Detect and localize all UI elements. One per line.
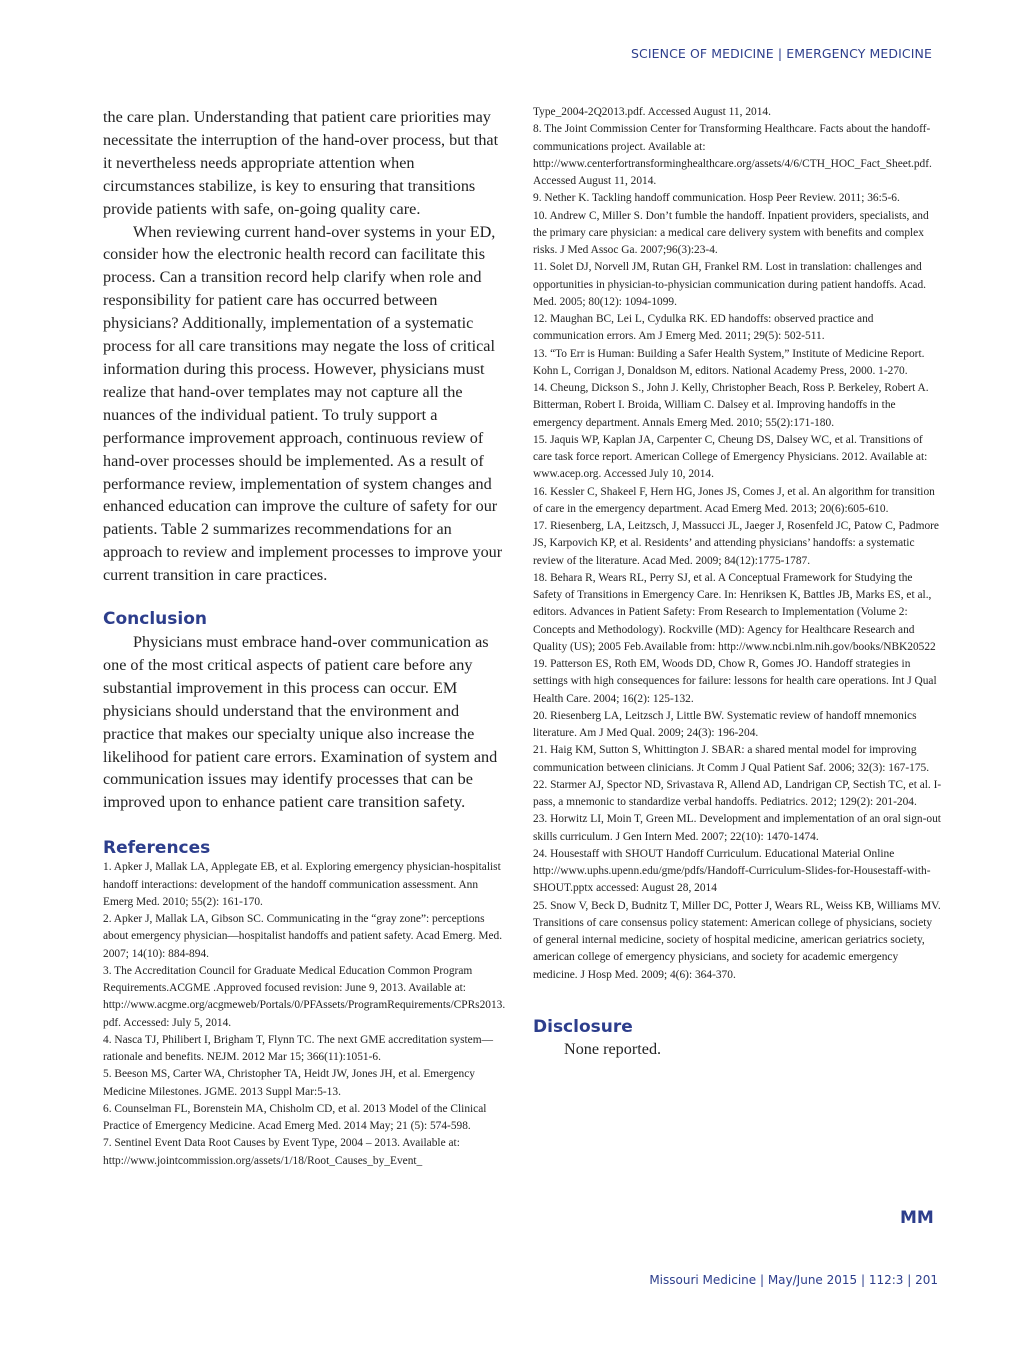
disclosure-heading: Disclosure xyxy=(533,1016,633,1037)
references-heading: References xyxy=(103,838,211,859)
conclusion-paragraph: Physicians must embrace hand-over communication as one of the most critical aspects of patient care before any substantial improvement in this process can occur. EM physicians should understand that the environment and practice that makes our specialty unique also increase the likelihood for patient care errors. Examination of system and communication issues may identify processes that can be improved upon to enhance patient care transition safety. xyxy=(103,633,498,812)
reference-item: 14. Cheung, Dickson S., John J. Kelly, Christopher Beach, Ross P. Berkeley, Robert A. Bitterman, Robert I. Broida, William C. Dalsey et al. Improving handoffs in the emergency department. Annals Emerg Med. 2010; 55(2):171-180. xyxy=(533,382,929,429)
reference-item: 17. Riesenberg, LA, Leitzsch, J, Massucci JL, Jaeger J, Rosenfeld JC, Patow C, Padmore JS, Karpovich KP, et al. Residents’ and attending physicians’ handoffs: a systematic review of the literature. Acad Med. 2009; 84(12):1775-1787. xyxy=(533,520,939,567)
reference-item: 9. Nether K. Tackling handoff communication. Hosp Peer Review. 2011; 36:5-6. xyxy=(533,192,900,205)
reference-item: Type_2004-2Q2013.pdf. Accessed August 11, 2014. xyxy=(533,106,771,118)
journal-mark: MM xyxy=(900,1208,934,1228)
reference-item: 8. The Joint Commission Center for Transforming Healthcare. Facts about the handoff-communications project. Available at: http://www.centerfortransforminghealthcare.org/assets/4/6/CTH_HOC_Fact_Sheet.pdf. Accessed August 11, 2014. xyxy=(533,123,932,187)
reference-item: 10. Andrew C, Miller S. Don’t fumble the handoff. Inpatient providers, specialists, and the primary care physician: a medical care delivery system with benefits and complex risks. J Med Assoc Ga. 2007;96(3):23-4. xyxy=(533,209,929,256)
reference-item: 19. Patterson ES, Roth EM, Woods DD, Chow R, Gomes JO. Handoff strategies in settings with high consequences for failure: lessons for health care operations. Int J Qual Health Care. 2004; 16(2): 125-132. xyxy=(533,658,937,705)
left-column xyxy=(103,106,509,1170)
reference-item: 25. Snow V, Beck D, Budnitz T, Miller DC, Potter J, Wears RL, Weiss KB, Williams MV. Transitions of care consensus policy statement: American college of physicians, society of general internal medicine, society of hospital medicine, american geriatrics society, american college of emergency physicians, and society for academic emergency medicine. J Hosp Med. 2009; 4(6): 364-370. xyxy=(533,899,941,981)
body-paragraph: When reviewing current hand-over systems in your ED, consider how the electronic health record can facilitate this process. Can a transition record help clarify when role and responsibility for patient care has occurred between physicians? Additionally, implementation of a systematic process for all care transitions may negate the loss of critical information during this process. However, physicians must realize that hand-over templates may not capture all the nuances of the individual patient. To truly support a performance improvement approach, continuous review of hand-over processes should be implemented. As a result of performance review, implementation of system changes and enhanced education can improve the culture of safety for our patients. Table 2 summarizes recommendations for an approach to review and implement processes to improve your current transition in care practices. xyxy=(103,222,503,585)
reference-item: 5. Beeson MS, Carter WA, Christopher TA, Heidt JW, Jones JH, et al. Emergency Medicine Milestones. JGME. 2013 Suppl Mar:5-13. xyxy=(103,1068,475,1098)
running-header: SCIENCE OF MEDICINE | EMERGENCY MEDICINE xyxy=(631,46,932,61)
right-column xyxy=(533,104,943,1060)
reference-item: 7. Sentinel Event Data Root Causes by Event Type, 2004 – 2013. Available at: http://www.jointcommission.org/assets/1/18/Root_Causes_by_Event_ xyxy=(103,1137,460,1167)
reference-item: 13. “To Err is Human: Building a Safer Health System,” Institute of Medicine Report. Kohn L, Corrigan J, Donaldson M, editors. National Academy Press, 2000. 1-270. xyxy=(533,347,925,377)
reference-item: 24. Housestaff with SHOUT Handoff Curriculum. Educational Material Online http://www.uphs.upenn.edu/gme/pdfs/Handoff-Curriculum-Slides-for-Housestaff-with-SHOUT.pptx accessed: August 28, 2014 xyxy=(533,847,931,895)
reference-item: 23. Horwitz LI, Moin T, Green ML. Development and implementation of an oral sign-out skills curriculum. J Gen Intern Med. 2007; 22(10): 1470-1474. xyxy=(533,813,941,843)
references-list-left xyxy=(103,859,509,1170)
body-paragraph: the care plan. Understanding that patient care priorities may necessitate the interruption of the hand-over process, but that it nevertheless needs appropriate attention when circumstances stabilize, is key to ensuring that transitions provide patients with safe, on-going quality care. xyxy=(103,108,499,218)
reference-item: 4. Nasca TJ, Philibert I, Brigham T, Flynn TC. The next GME accreditation system—rationale and benefits. NEJM. 2012 Mar 15; 366(11):1051-6. xyxy=(103,1033,493,1064)
page-footer: Missouri Medicine | May/June 2015 | 112:3 | 201 xyxy=(649,1273,938,1287)
reference-item: 15. Jaquis WP, Kaplan JA, Carpenter C, Cheung DS, Dalsey WC, et al. Transitions of care task force report. American College of Emergency Physicians. 2012. Available at: www.acep.org. Accessed July 10, 2014. xyxy=(533,433,928,481)
reference-item: 2. Apker J, Mallak LA, Gibson SC. Communicating in the “gray zone”: perceptions about emergency physician—hospitalist handoffs and patient safety. Acad Emerg. Med. 2007; 14(10): 884-894. xyxy=(103,913,503,960)
reference-item: 12. Maughan BC, Lei L, Cydulka RK. ED handoffs: observed practice and communication errors. Am J Emerg Med. 2011; 29(5): 502-511. xyxy=(533,313,874,343)
reference-item: 3. The Accreditation Council for Graduate Medical Education Common Program Requirements.ACGME .Approved focused revision: June 9, 2013. Available at: http://www.acgme.org/acgmeweb/Portals/0/PFAssets/ProgramRequirements/CPRs2013.pdf. Accessed: July 5, 2014. xyxy=(103,964,506,1029)
reference-item: 16. Kessler C, Shakeel F, Hern HG, Jones JS, Comes J, et al. An algorithm for transition of care in the emergency department. Acad Emerg Med. 2013; 20(6):605-610. xyxy=(533,485,935,515)
reference-item: 22. Starmer AJ, Spector ND, Srivastava R, Allend AD, Landrigan CP, Sectish TC, et al. I-pass, a mnemonic to standardize verbal handoffs. Pediatrics. 2012; 129(2): 201-204. xyxy=(533,778,942,808)
reference-item: 20. Riesenberg LA, Leitzsch J, Little BW. Systematic review of handoff mnemonics literature. Am J Med Qual. 2009; 24(3): 196-204. xyxy=(533,709,917,739)
reference-item: 11. Solet DJ, Norvell JM, Rutan GH, Frankel RM. Lost in translation: challenges and opportunities in physician-to-physician communication during patient handoffs. Acad. Med. 2005; 80(12): 1094-1099. xyxy=(533,261,927,308)
references-list-right xyxy=(533,104,943,984)
disclosure-text: None reported. xyxy=(564,1039,662,1058)
reference-item: 6. Counselman FL, Borenstein MA, Chisholm CD, et al. 2013 Model of the Clinical Practice of Emergency Medicine. Acad Emerg Med. 2014 May; 21 (5): 574-598. xyxy=(103,1102,487,1133)
reference-item: 1. Apker J, Mallak LA, Applegate EB, et al. Exploring emergency physician-hospitalist handoff interactions: development of the handoff communication assessment. Ann Emerg Med. 2010; 55(2): 161-170. xyxy=(103,861,501,908)
conclusion-heading: Conclusion xyxy=(103,609,207,630)
reference-item: 18. Behara R, Wears RL, Perry SJ, et al. A Conceptual Framework for Studying the Safety of Transitions in Emergency Care. In: Henriksen K, Battles JB, Marks ES, et al., editors. Advances in Patient Safety: From Research to Implementation (Volume 2: Concepts and Methodology). Rockville (MD): Agency for Healthcare Research and Quality (US); 2005 Feb.Available from: http://www.ncbi.nlm.nih.gov/books/NBK20522 xyxy=(533,571,936,653)
reference-item: 21. Haig KM, Sutton S, Whittington J. SBAR: a shared mental model for improving communication between clinicians. Jt Comm J Qual Patient Saf. 2006; 32(3): 167-175. xyxy=(533,744,930,774)
